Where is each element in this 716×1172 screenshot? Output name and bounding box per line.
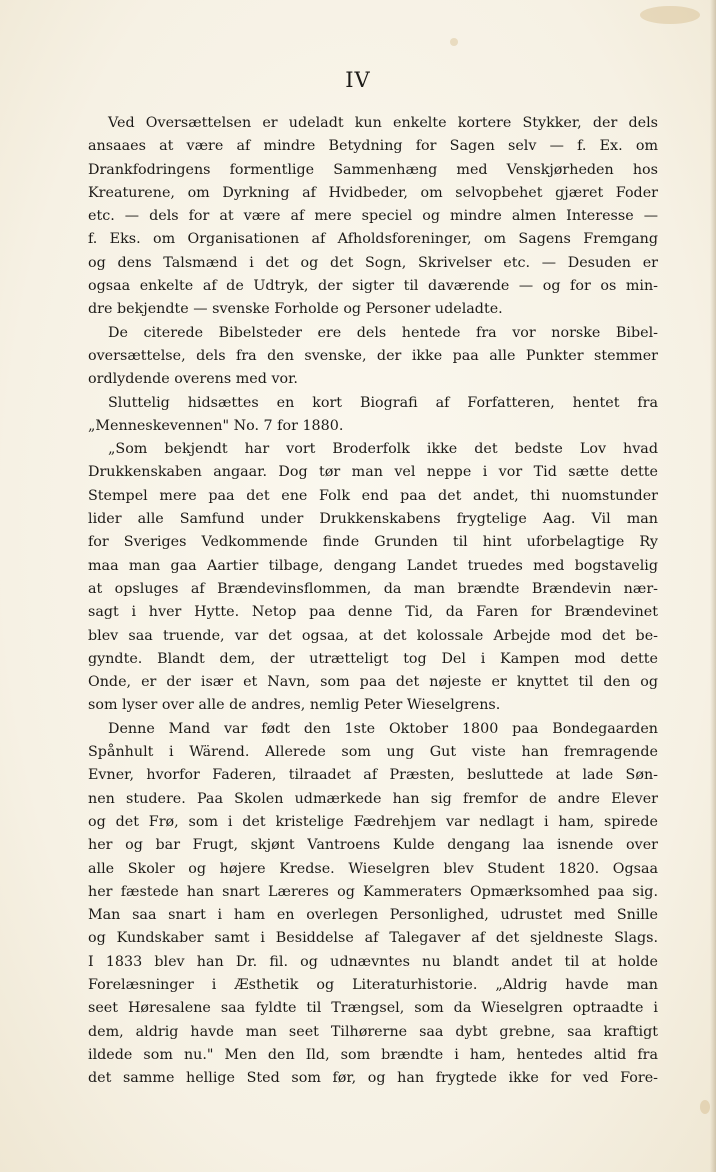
text-line: etc. — dels for at være af mere speciel og mindre almen Interesse — [88, 208, 658, 225]
page-edge-shadow [710, 0, 716, 1172]
text-line: seet Høresalene saa fyldte til Trængsel, som da Wieselgren optraadte i [88, 1000, 658, 1017]
text-line: f. Eks. om Organisationen af Afholdsforeninger, om Sagens Fremgang [88, 231, 658, 248]
text-line: Man saa snart i ham en overlegen Personlighed, udrustet med Snille [88, 907, 658, 924]
text-line: gyndte. Blandt dem, der utrætteligt tog Del i Kampen mod dette [88, 650, 658, 667]
text-line: I 1833 blev han Dr. fil. og udnævntes nu blandt andet til at holde [88, 953, 658, 970]
text-line: maa man gaa Aartier tilbage, dengang Landet truedes med bogstavelig [88, 557, 658, 574]
text-line: Drukkenskaben angaar. Dog tør man vel neppe i vor Tid sætte dette [88, 464, 658, 481]
text-line: Spånhult i Wärend. Allerede som ung Gut viste han fremragende [88, 744, 658, 761]
text-line: „Som bekjendt har vort Broderfolk ikke det bedste Lov hvad [108, 441, 658, 458]
paper-stain [640, 6, 700, 24]
text-line: nen studere. Paa Skolen udmærkede han sig fremfor de andre Elever [88, 790, 658, 807]
text-line: her fæstede han snart Læreres og Kammeraters Opmærksomhed paa sig. [88, 883, 658, 900]
text-line: for Sveriges Vedkommende finde Grunden til hint uforbelagtige Ry [88, 534, 658, 551]
text-line: ansaaes at være af mindre Betydning for Sagen selv — f. Ex. om [88, 138, 658, 155]
text-line: sagt i hver Hytte. Netop paa denne Tid, da Faren for Brændevinet [88, 604, 658, 621]
text-line: Stempel mere paa det ene Folk end paa det andet, thi nuomstunder [88, 487, 658, 504]
text-line: at opsluges af Brændevinsflommen, da man brændte Brændevin nær- [88, 580, 658, 597]
text-line: og det Frø, som i det kristelige Fædrehjem var nedlagt i ham, spirede [88, 813, 658, 830]
text-line: lider alle Samfund under Drukkenskabens frygtelige Aag. Vil man [88, 511, 658, 528]
text-line: alle Skoler og højere Kredse. Wieselgren blev Student 1820. Ogsaa [88, 860, 658, 877]
text-line: her og bar Frugt, skjønt Vantroens Kulde dengang laa isnende over [88, 837, 658, 854]
text-line: Sluttelig hidsættes en kort Biografi af Forfatteren, hentet fra [108, 394, 658, 411]
text-line: Forelæsninger i Æsthetik og Literaturhistorie. „Aldrig havde man [88, 976, 658, 993]
text-line: Evner, hvorfor Faderen, tilraadet af Præsten, besluttede at lade Søn- [88, 767, 658, 784]
text-line: ordlydende overens med vor. [88, 371, 298, 388]
text-line: blev saa truende, var det ogsaa, at det kolossale Arbejde mod det be- [88, 627, 658, 644]
text-line: ogsaa enkelte af de Udtryk, der sigter til daværende — og for os min- [88, 278, 658, 295]
body-text [88, 112, 658, 1090]
text-line: De citerede Bibelsteder ere dels hentede fra vor norske Bibel- [108, 324, 658, 341]
page-number: IV [345, 68, 371, 92]
text-line: og Kundskaber samt i Besiddelse af Talegaver af det sjeldneste Slags. [88, 930, 658, 947]
text-line: Kreaturene, om Dyrkning af Hvidbeder, om selvopbehet gjæret Foder [88, 184, 658, 201]
text-line: dem, aldrig havde man seet Tilhørerne saa dybt grebne, saa kraftigt [88, 1023, 658, 1040]
text-line: ildede som nu." Men den Ild, som brændte i ham, hentedes altid fra [88, 1046, 658, 1063]
text-line: oversættelse, dels fra den svenske, der ikke paa alle Punkter stemmer [88, 347, 658, 364]
text-line: „Menneskevennen" No. 7 for 1880. [88, 417, 344, 434]
text-line: Onde, er der især et Navn, som paa det nøjeste er knyttet til den og [88, 674, 658, 691]
text-line: som lyser over alle de andres, nemlig Peter Wieselgrens. [88, 697, 501, 714]
text-line: det samme hellige Sted som før, og han frygtede ikke for ved Fore- [88, 1070, 658, 1087]
text-line: dre bekjendte — svenske Forholde og Personer udeladte. [88, 301, 503, 318]
paper-stain [450, 38, 458, 46]
text-line: Drankfodringens formentlige Sammenhæng med Venskjørheden hos [88, 161, 658, 178]
paper-stain [700, 1100, 710, 1114]
text-line: og dens Talsmænd i det og det Sogn, Skrivelser etc. — Desuden er [88, 254, 658, 271]
text-line: Denne Mand var født den 1ste Oktober 1800 paa Bondegaarden [108, 720, 658, 737]
text-line: Ved Oversættelsen er udeladt kun enkelte kortere Stykker, der dels [108, 115, 658, 131]
